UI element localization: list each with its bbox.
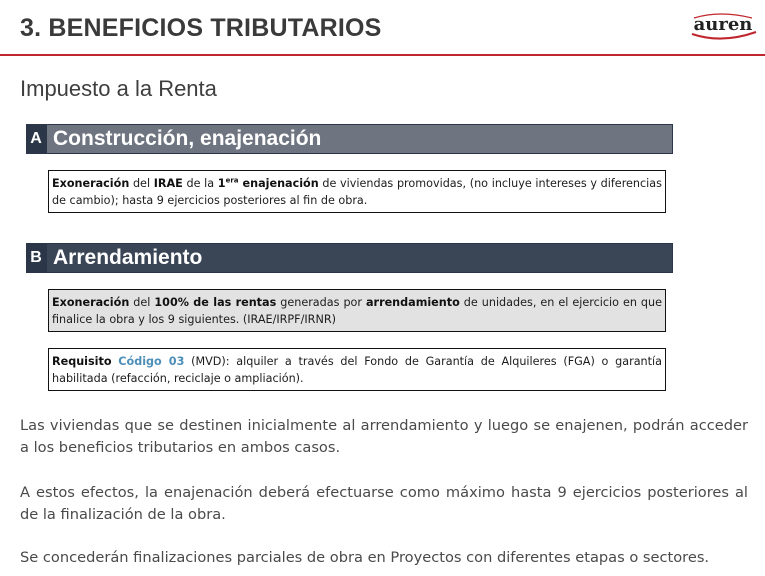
superscript-text: era bbox=[225, 176, 239, 185]
paragraph: A estos efectos, la enajenación deberá efectuarse como máximo hasta 9 ejercicios posteriores al de la finalización de la obra. bbox=[20, 484, 748, 523]
text: (MVD): alquiler a través del Fondo de Garantía de Alquileres (FGA) o garantía habilitada (refacción, reciclaje o ampliación). bbox=[52, 355, 662, 385]
section-title: Arrendamiento bbox=[46, 243, 673, 273]
section-header-b bbox=[26, 243, 673, 273]
code-text: Código 03 bbox=[118, 355, 185, 368]
bold-text: 1 bbox=[217, 177, 226, 190]
section-letter: B bbox=[26, 243, 46, 273]
bold-text: Exoneración bbox=[52, 177, 130, 190]
text: del bbox=[129, 177, 154, 190]
paragraph: Se concederán finalizaciones parciales de obra en Proyectos con diferentes etapas o sectores. bbox=[20, 549, 710, 566]
bold-text: enajenación bbox=[238, 177, 319, 190]
section-header-a bbox=[26, 124, 673, 154]
paragraph: Las viviendas que se destinen inicialmente al arrendamiento y luego se enajenen, podrán acceder a los beneficios tributarios en ambos casos. bbox=[20, 417, 748, 456]
logo-text: auren bbox=[693, 14, 753, 35]
text: generadas por bbox=[276, 296, 366, 309]
text: de unidades, en el ejercicio en que finalice la obra y los 9 siguientes. (IRAE/IRPF/IRNR) bbox=[52, 296, 662, 326]
bold-text: Exoneración bbox=[52, 296, 130, 309]
bold-text: IRAE bbox=[153, 177, 183, 190]
info-box-construccion bbox=[48, 170, 666, 213]
bold-text: 100% de las rentas bbox=[154, 296, 277, 309]
bold-text: arrendamiento bbox=[366, 296, 460, 309]
header-divider bbox=[0, 54, 765, 56]
page-title: 3. BENEFICIOS TRIBUTARIOS bbox=[20, 14, 382, 42]
section-subtitle: Impuesto a la Renta bbox=[20, 76, 217, 101]
text: de la bbox=[182, 177, 218, 190]
info-box-arrendamiento bbox=[48, 289, 666, 332]
text: de viviendas promovidas, (no incluye intereses y diferencias de cambio); hasta 9 ejercicios posteriores al fin de obra. bbox=[52, 177, 662, 207]
auren-logo bbox=[686, 12, 760, 42]
bold-text: Requisito bbox=[52, 355, 112, 368]
section-letter: A bbox=[26, 124, 46, 154]
text: del bbox=[129, 296, 155, 309]
section-title: Construcción, enajenación bbox=[46, 124, 673, 154]
info-box-requisito bbox=[48, 348, 666, 391]
